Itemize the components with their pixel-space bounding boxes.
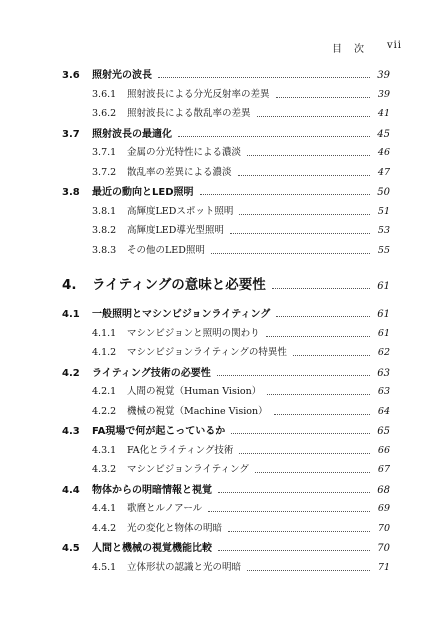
toc-entry-title: その他のLED照明 (127, 244, 205, 256)
dot-leader (272, 288, 370, 289)
toc-sub-row[interactable] (62, 559, 390, 579)
toc-entry-page: 41 (377, 108, 390, 119)
toc-section-row[interactable] (62, 183, 390, 203)
toc-entry-title: マシンビジョンと照明の関わり (127, 327, 260, 339)
toc-entry-title: 散乱率の差異による濃淡 (127, 166, 232, 178)
toc-entry-number: 3.8.3 (92, 244, 117, 256)
dot-leader (267, 394, 370, 395)
dot-leader (293, 355, 370, 356)
toc-entry-number: 4.1.2 (92, 347, 117, 358)
toc-entry-number: 4.2.1 (92, 386, 117, 397)
toc-sub-row[interactable] (62, 105, 390, 125)
toc-sub-row[interactable] (62, 520, 390, 540)
page-number: vii (386, 40, 402, 51)
toc-entry-title: FA化とライティング技術 (127, 444, 234, 456)
page-header (332, 40, 402, 55)
dot-leader (239, 214, 370, 215)
dot-leader (266, 336, 370, 337)
dot-leader (238, 175, 370, 176)
toc-entry-number: 3.8.2 (92, 225, 117, 236)
toc-sub-row[interactable] (62, 442, 390, 462)
dot-leader (218, 550, 370, 551)
dot-leader (257, 116, 370, 117)
dot-leader (200, 194, 370, 195)
dot-leader (239, 453, 370, 454)
toc-entry-title: 人間と機械の視覚機能比較 (92, 543, 212, 554)
toc-section-row[interactable] (62, 539, 390, 559)
toc-section-row[interactable] (62, 422, 390, 442)
toc-entry-title: 高輝度LED導光型照明 (127, 225, 224, 236)
dot-leader (218, 492, 370, 493)
toc-entry-number: 4.3 (62, 426, 80, 437)
dot-leader (158, 77, 370, 78)
toc-entry-page: 53 (377, 225, 390, 236)
toc-entry-number: 3.7 (62, 128, 80, 140)
toc-entry-number: 4.2 (62, 367, 80, 379)
toc-entry-page: 61 (377, 327, 390, 339)
dot-leader (276, 316, 370, 317)
toc-entry-page: 39 (377, 70, 390, 81)
toc-entry-page: 46 (377, 147, 390, 158)
toc-entry-title: ライティング技術の必要性 (92, 367, 211, 379)
toc-sub-row[interactable] (62, 203, 390, 223)
dot-leader (230, 233, 370, 234)
toc-entry-title: 光の変化と物体の明暗 (127, 522, 223, 534)
dot-leader (211, 253, 370, 254)
toc-sub-row[interactable] (62, 242, 390, 262)
toc-entry-title: 照射波長の最適化 (92, 128, 172, 140)
toc-sub-row[interactable] (62, 344, 390, 364)
toc-sub-row[interactable] (62, 383, 390, 403)
toc-entry-number: 3.6 (62, 70, 80, 81)
toc-entry-page: 55 (377, 244, 390, 256)
toc-entry-page: 61 (377, 309, 390, 320)
toc-entry-page: 67 (377, 464, 390, 475)
toc-entry-title: 一般照明とマシンビジョンライティング (92, 309, 271, 320)
toc-entry-page: 51 (377, 205, 390, 217)
toc-entry-title: 照射光の波長 (92, 70, 152, 81)
toc-entry-page: 69 (377, 503, 390, 514)
toc-sub-row[interactable] (62, 461, 390, 481)
toc-entry-number: 4. (62, 277, 77, 293)
toc-entry-number: 4.4.1 (92, 503, 117, 514)
toc-entry-number: 4.3.1 (92, 444, 117, 456)
toc-entry-title: 高輝度LEDスポット照明 (127, 205, 234, 217)
toc-entry-number: 3.7.2 (92, 166, 117, 178)
toc-entry-title: マシンビジョンライティング (127, 464, 249, 475)
toc-entry-title: 人間の視覚（Human Vision） (127, 386, 262, 397)
toc-entry-title: 照射波長による散乱率の差異 (127, 108, 251, 119)
toc-entry-number: 4.5.1 (92, 561, 117, 573)
toc-entry-page: 62 (377, 347, 390, 358)
toc-entry-title: 歌麿とルノアール (127, 503, 203, 514)
toc-entry-page: 47 (377, 166, 390, 178)
toc-entry-title: 照射波長による分光反射率の差異 (127, 88, 270, 100)
dot-leader (208, 511, 370, 512)
toc-entry-title: 最近の動向とLED照明 (92, 187, 194, 198)
toc-entry-number: 3.6.2 (92, 108, 117, 119)
toc-entry-page: 39 (377, 88, 390, 100)
dot-leader (255, 472, 370, 473)
toc-entry-title: ライティングの意味と必要性 (92, 277, 266, 293)
toc-entry-page: 64 (377, 405, 390, 417)
toc-entry-page: 61 (377, 281, 390, 292)
toc-entry-number: 3.7.1 (92, 147, 117, 158)
dot-leader (247, 570, 370, 571)
toc-entry-title: FA現場で何が起こっているか (92, 426, 226, 437)
toc-sub-row[interactable] (62, 164, 390, 184)
dot-leader (228, 531, 370, 532)
dot-leader (231, 433, 370, 434)
toc-entry-number: 3.8.1 (92, 205, 117, 217)
dot-leader (247, 155, 370, 156)
toc-entry-number: 4.3.2 (92, 464, 117, 475)
toc-sub-row[interactable] (62, 500, 390, 520)
toc-entry-title: 機械の視覚（Machine Vision） (127, 405, 268, 417)
running-title: 目 次 (331, 44, 365, 55)
dot-leader (178, 136, 370, 137)
toc-entry-number: 4.4.2 (92, 522, 117, 534)
toc-entry-title: 金属の分光特性による濃淡 (127, 147, 242, 158)
toc-sub-row[interactable] (62, 222, 390, 242)
toc-sub-row[interactable] (62, 403, 390, 423)
toc-section-row[interactable] (62, 305, 390, 325)
toc-entry-page: 63 (377, 367, 390, 379)
dot-leader (217, 375, 370, 376)
toc-entry-page: 71 (377, 561, 390, 573)
toc-entry-page: 66 (377, 444, 390, 456)
toc-entry-number: 4.4 (62, 484, 80, 496)
toc-entry-number: 4.5 (62, 543, 80, 554)
toc-entry-page: 70 (377, 543, 390, 554)
toc-section-row[interactable] (62, 66, 390, 86)
toc-entry-page: 65 (377, 426, 390, 437)
toc-section-row[interactable] (62, 481, 390, 501)
toc-entry-title: マシンビジョンライティングの特異性 (127, 347, 287, 358)
toc-sub-row[interactable] (62, 86, 390, 106)
toc-entry-page: 50 (377, 187, 390, 198)
toc-entry-page: 68 (377, 484, 390, 496)
toc-entry-title: 物体からの明暗情報と視覚 (92, 484, 212, 496)
toc-chapter-row[interactable] (62, 273, 390, 299)
toc-section-row[interactable] (62, 125, 390, 145)
toc-entry-page: 63 (377, 386, 390, 397)
dot-leader (274, 414, 370, 415)
toc-entry-number: 4.2.2 (92, 405, 117, 417)
toc-entry-number: 4.1.1 (92, 327, 117, 339)
toc-entry-number: 3.8 (62, 187, 80, 198)
toc-entry-page: 45 (377, 128, 390, 140)
toc-sub-row[interactable] (62, 325, 390, 345)
toc-section-row[interactable] (62, 364, 390, 384)
toc-entry-title: 立体形状の認識と光の明暗 (127, 561, 242, 573)
table-of-contents (62, 66, 390, 578)
toc-sub-row[interactable] (62, 144, 390, 164)
toc-entry-number: 3.6.1 (92, 88, 117, 100)
toc-entry-page: 70 (377, 522, 390, 534)
toc-entry-number: 4.1 (62, 309, 80, 320)
dot-leader (276, 97, 370, 98)
